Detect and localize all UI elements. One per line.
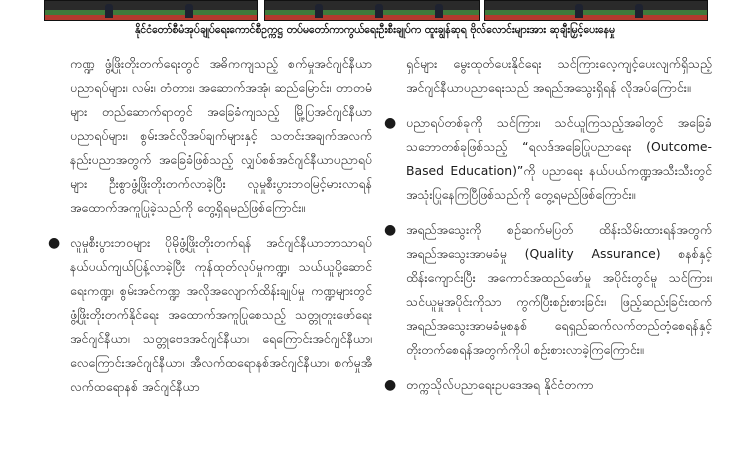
bullet-icon: ● — [384, 115, 397, 131]
paragraph — [390, 52, 712, 100]
photo-left — [44, 0, 258, 21]
paragraph-text: အရည်အသွေးကို စဉ်ဆက်မပြတ် ထိန်းသိမ်းထားရန်အတွက် အရည်အသွေးအာမခံမှု (Quality Assurance) စနစ်နှင့် ထိန်းကျောင်းပြီး အကောင်အထည်ဖော်မှု အပိုင်းတွင်မူ သင်ကြား၊ သင်ယူမှုအပိုင်းကိုသာ ကွက်ပြီးစဉ်းစားခြင်း၊ ဖြည့်ဆည်းခြင်းထက် အရည်အသွေးအာမခံမှုစနစ် ရေရှည်ဆက်လက်တည်တံ့စေရန်နှင့် တိုးတက်စေရန်အတွက်ကိုပါ စဉ်းစားလာခဲ့ကြကြောင်း။ — [406, 222, 712, 357]
left-column — [36, 52, 372, 410]
paragraph — [36, 52, 372, 220]
bullet-icon: ● — [48, 235, 61, 251]
bullet-paragraph — [384, 373, 712, 397]
paragraph-text: တက္ကသိုလ်ပညာရေးဥပဒေအရ နိုင်ငံတကာ — [406, 377, 594, 392]
right-column — [384, 52, 712, 408]
bullet-paragraph — [384, 111, 712, 207]
photo-strip — [0, 0, 750, 21]
photo-center — [264, 0, 480, 21]
bullet-paragraph — [36, 231, 372, 399]
paragraph-text: ရှင်များ မွေးထုတ်ပေးနိုင်ရေး သင်ကြားလေ့ကျင့်ပေးလျက်ရှိသည့် အင်ဂျင်နီယာပညာရေးသည် အရည်အသွေးရှိရန် လိုအပ်ကြောင်း။ — [406, 56, 712, 95]
bullet-icon: ● — [384, 222, 397, 238]
paragraph-text: ကဏ္ဍ ဖွံ့ဖြိုးတိုးတက်ရေးတွင် အဓိကကျသည့် စက်မှုအင်ဂျင်နီယာပညာရပ်များ၊ လမ်း၊ တံတား၊ အဆောက်အအုံ၊ ဆည်မြောင်း၊ တာတမံများ တည်ဆောက်ရာတွင် အခြေခံကျသည့် မြို့ပြအင်ဂျင်နီယာပညာရပ်များ၊ စွမ်းအင်လိုအပ်ချက်များနှင့် သတင်းအချက်အလက်နည်းပညာအတွက် အခြေခံဖြစ်သည့် လျှပ်စစ်အင်ဂျင်နီယာပညာရပ်များ ဦးစွာဖွံ့ဖြိုးတိုးတက်လာခဲ့ပြီး လူမှုစီးပွားဘဝမြင့်မားလာရန် အထောက်အကူပြုခဲ့သည်ကို တွေ့ရှိရမည်ဖြစ်ကြောင်း။ — [70, 56, 372, 215]
bullet-icon: ● — [384, 377, 397, 393]
paragraph-text: ပညာရပ်တစ်ခုကို သင်ကြား၊ သင်ယူကြသည့်အခါတွင် အခြေခံသဘောတစ်ခုဖြစ်သည့် “ရလဒ်အခြေပြုပညာရေး (Outcome-Based Education)”ကို ပညာရေး နယ်ပယ်ကဏ္ဍအသီးသီးတွင် အသုံးပြုနေကြပြီဖြစ်သည်ကို တွေ့ရမည်ဖြစ်ကြောင်း။ — [406, 115, 712, 202]
bullet-paragraph — [384, 218, 712, 362]
photo-right — [484, 0, 708, 21]
photo-caption: နိုင်ငံတော်စီမံအုပ်ချုပ်ရေးကောင်စီဥက္ကဋ္ဌ တပ်မတော်ကာကွယ်ရေးဦးစီးချုပ်က ထူးချွန်ဆုရ ဗိုလ်လောင်းများအား ဆုချီးမြှင့်ပေးနေမှု — [135, 24, 615, 36]
paragraph-text: လူမှုစီးပွားဘဝများ ပိုမိုဖွံ့ဖြိုးတိုးတက်ရန် အင်ဂျင်နီယာဘာသာရပ် နယ်ပယ်ကျယ်ပြန့်လာခဲ့ပြီး ကုန်ထုတ်လုပ်မှုကဏ္ဍ၊ သယ်ယူပို့ဆောင်ရေးကဏ္ဍ၊ စွမ်းအင်ကဏ္ဍ အလိုအလျောက်ထိန်းချုပ်မှု ကဏ္ဍများတွင် ဖွံ့ဖြိုးတိုးတက်နိုင်ရေး အထောက်အကူပြုစေသည့် သတ္တုတူးဖော်ရေးအင်ဂျင်နီယာ၊ သတ္တုဗေဒအင်ဂျင်နီယာ၊ ရေကြောင်းအင်ဂျင်နီယာ၊ လေကြောင်းအင်ဂျင်နီယာ၊ အီလက်ထရောနစ်အင်ဂျင်နီယာ၊ စက်မှုအီလက်ထရောနစ် အင်ဂျင်နီယာ — [70, 235, 372, 394]
